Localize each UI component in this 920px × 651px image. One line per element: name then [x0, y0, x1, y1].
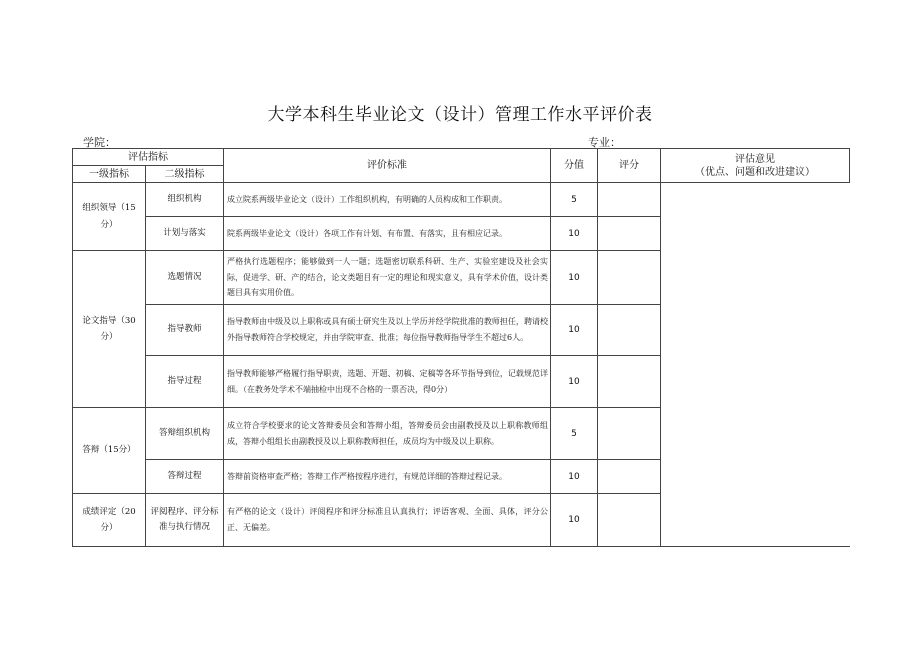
standard-cell: 严格执行选题程序；能够做到一人一题；选题密切联系科研、生产、实验室建设及社会实际，促进学、研、产的结合，论文类题目有一定的理论和现实意义，具有学术价值，设计类题目具有实用价值。 — [224, 251, 551, 305]
level1-cell: 论文指导（30分） — [73, 251, 146, 408]
header-level1: 一级指标 — [73, 166, 146, 183]
college-label: 学院： — [83, 136, 116, 149]
header-opinion-line1: 评估意见 — [735, 153, 775, 165]
table-row — [73, 183, 850, 217]
score-input-cell[interactable] — [598, 408, 661, 460]
level2-cell: 计划与落实 — [146, 217, 224, 251]
page-title: 大学本科生毕业论文（设计）管理工作水平评价表 — [267, 105, 653, 125]
points-cell: 10 — [551, 217, 598, 251]
header-opinion — [661, 149, 850, 183]
standard-cell: 指导教师由中级及以上职称或具有硕士研究生及以上学历并经学院批准的教师担任，聘请校外指导教师符合学校规定，并由学院审查、批准；每位指导教师指导学生不超过6人。 — [224, 305, 551, 356]
standard-cell: 成立符合学校要求的论文答辩委员会和答辩小组，答辩委员会由副教授及以上职称教师组成，答辩小组组长由副教授及以上职称教师担任，成员均为中级及以上职称。 — [224, 408, 551, 460]
standard-cell: 院系两级毕业论文（设计）各项工作有计划、有布置、有落实，且有相应记录。 — [224, 217, 551, 251]
header-points: 分值 — [551, 149, 598, 183]
level1-cell: 成绩评定（20分） — [73, 494, 146, 547]
score-input-cell[interactable] — [598, 183, 661, 217]
header-level2: 二级指标 — [146, 166, 224, 183]
standard-cell: 成立院系两级毕业论文（设计）工作组织机构，有明确的人员构成和工作职责。 — [224, 183, 551, 217]
header-standard: 评价标准 — [224, 149, 551, 183]
level1-cell: 答辩（15分） — [73, 408, 146, 494]
header-opinion-line2: （优点、问题和改进建议） — [695, 166, 815, 178]
score-input-cell[interactable] — [598, 494, 661, 547]
level2-cell: 指导教师 — [146, 305, 224, 356]
points-cell: 10 — [551, 356, 598, 408]
score-input-cell[interactable] — [598, 305, 661, 356]
major-label: 专业： — [588, 136, 621, 149]
header-score: 评分 — [598, 149, 661, 183]
standard-cell: 指导教师能够严格履行指导职责，选题、开题、初稿、定稿等各环节指导到位，记载规范详细。（在教务处学术不端抽检中出现不合格的一票否决，得0分） — [224, 356, 551, 408]
points-cell: 10 — [551, 305, 598, 356]
standard-cell: 有严格的论文（设计）评阅程序和评分标准且认真执行；评语客观、全面、具体，评分公正、无偏差。 — [224, 494, 551, 547]
header-indicator: 评估指标 — [73, 149, 224, 166]
evaluation-table — [72, 148, 850, 547]
score-input-cell[interactable] — [598, 460, 661, 494]
score-input-cell[interactable] — [598, 251, 661, 305]
level2-cell: 组织机构 — [146, 183, 224, 217]
points-cell: 5 — [551, 183, 598, 217]
points-cell: 10 — [551, 251, 598, 305]
level2-cell: 指导过程 — [146, 356, 224, 408]
points-cell: 5 — [551, 408, 598, 460]
points-cell: 10 — [551, 460, 598, 494]
opinion-cell[interactable] — [661, 183, 850, 547]
points-cell: 10 — [551, 494, 598, 547]
score-input-cell[interactable] — [598, 217, 661, 251]
level1-cell: 组织领导（15分） — [73, 183, 146, 251]
level2-cell: 评阅程序、评分标准与执行情况 — [146, 494, 224, 547]
level2-cell: 选题情况 — [146, 251, 224, 305]
level2-cell: 答辩组织机构 — [146, 408, 224, 460]
standard-cell: 答辩前资格审查严格；答辩工作严格按程序进行，有规范详细的答辩过程记录。 — [224, 460, 551, 494]
level2-cell: 答辩过程 — [146, 460, 224, 494]
score-input-cell[interactable] — [598, 356, 661, 408]
